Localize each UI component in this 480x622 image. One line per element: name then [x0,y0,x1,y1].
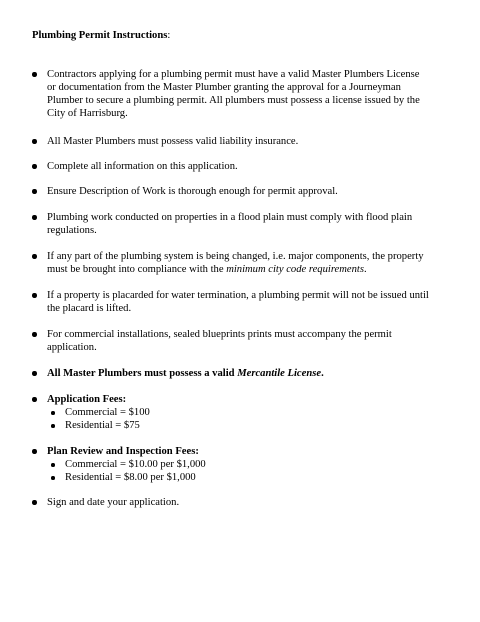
list-item-code-compliance: If any part of the plumbing system is being changed, i.e. major components, the property must be brought into compliance with the minimum city code requirements. [47,251,424,275]
list-item-flood-plain: Plumbing work conducted on properties in a flood plain must comply with flood plain regulations. [47,212,413,236]
page-title: Plumbing Permit Instructions: [32,30,171,41]
list-item-sign-and-date: Sign and date your application. [47,497,180,508]
list-item-complete-info: Complete all information on this application. [47,161,238,172]
list-item-water-termination: If a property is placarded for water termination, a plumbing permit will not be issued until the placard is lifted. [47,290,429,314]
list-item-liability-insurance: All Master Plumbers must possess valid liability insurance. [47,136,299,147]
list-item-description-of-work: Ensure Description of Work is thorough enough for permit approval. [47,186,338,197]
sub-item-commercial-fee: Commercial = $100 [65,407,150,418]
list-item-application-fees: Application Fees: Commercial = $100 Residential = $75 [32,393,446,432]
list-item-license-requirement: Contractors applying for a plumbing permit must have a valid Master Plumbers License or documentation from the Master Plumber granting the approval for a Journeyman Plumber to secure a plumbing permit. All plumbers must possess a license issued by the City of Harrisburg. [47,69,420,119]
sub-item-commercial-review-fee: Commercial = $10.00 per $1,000 [65,459,206,470]
list-item-commercial-blueprints: For commercial installations, sealed blueprints prints must accompany the permit application. [47,329,392,353]
sub-item-residential-fee: Residential = $75 [65,420,140,431]
list-item-plan-review-fees: Plan Review and Inspection Fees: Commercial = $10.00 per $1,000 Residential = $8.00 per $1,000 [32,445,446,484]
list-item-mercantile-license: All Master Plumbers must possess a valid Mercantile License. [47,368,324,379]
sub-item-residential-review-fee: Residential = $8.00 per $1,000 [65,472,196,483]
